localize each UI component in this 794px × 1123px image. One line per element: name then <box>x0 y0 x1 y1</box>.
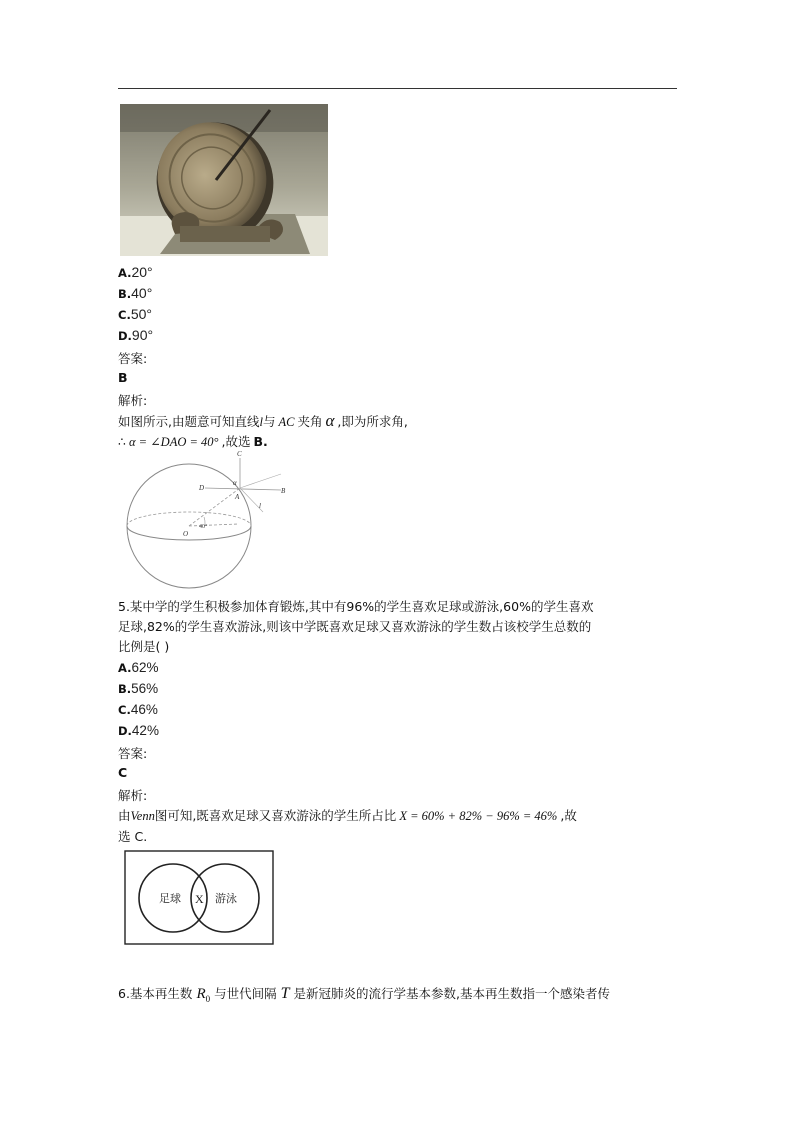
option-c <box>118 306 152 322</box>
text: 夹角 <box>297 414 323 429</box>
math-var: R <box>196 986 206 1002</box>
question-line: 比例是( ) <box>118 639 170 654</box>
option-d <box>118 327 153 343</box>
option-value: 46% <box>130 702 158 717</box>
text: 与 <box>262 414 276 429</box>
answer-value: B <box>118 370 128 385</box>
q5-option-a <box>118 660 159 675</box>
q5-option-c <box>118 702 158 717</box>
q5-answer-label: 答案: <box>118 746 148 761</box>
text: ,即为所求角, <box>337 414 408 429</box>
q5-answer-value: C <box>118 765 128 780</box>
math-subscript: 0 <box>205 993 211 1004</box>
label-l: l <box>259 502 261 510</box>
option-value: 50° <box>130 306 152 322</box>
text: 与世代间隔 <box>214 986 277 1001</box>
math-var: AC <box>278 415 295 429</box>
option-value: 20° <box>131 264 153 280</box>
text: ,故 <box>560 808 577 823</box>
venn-right-label: 游泳 <box>215 892 237 905</box>
option-b <box>118 285 152 301</box>
label-o: O <box>183 530 189 538</box>
option-value: 56% <box>131 681 159 696</box>
text: 6.基本再生数 <box>118 986 193 1001</box>
explanation-label: 解析: <box>118 393 148 408</box>
option-key: C. <box>118 308 131 322</box>
math-var: Venn <box>130 809 155 823</box>
text: ,故选 <box>221 434 251 449</box>
venn-center-label: X <box>195 892 204 906</box>
text: 如图所示,由题意可知直线 <box>118 414 260 429</box>
option-a <box>118 264 153 280</box>
option-key: D. <box>118 329 132 343</box>
math-var: α <box>325 411 335 430</box>
text: ∴ <box>118 434 126 449</box>
label-d: D <box>199 484 205 492</box>
header-rule <box>118 88 677 89</box>
q5-option-d <box>118 723 159 738</box>
q5-explanation-label: 解析: <box>118 788 148 803</box>
math-formula: α = ∠DAO = 40° <box>128 435 219 449</box>
venn-left-label: 足球 <box>159 892 181 905</box>
label-b: B <box>281 487 286 495</box>
question-5-stem <box>118 597 678 657</box>
option-key: A. <box>118 661 132 675</box>
question-line: 5.某中学的学生积极参加体育锻炼,其中有96%的学生喜欢足球或游泳,60%的学生喜欢 <box>118 599 594 614</box>
answer-label: 答案: <box>118 351 148 366</box>
option-value: 62% <box>131 660 159 675</box>
text: 由 <box>118 808 131 823</box>
math-formula: X = 60% + 82% − 96% = 46% <box>399 809 558 823</box>
label-angle: 40° <box>199 524 208 530</box>
label-a: A <box>235 493 240 501</box>
option-value: 42% <box>131 723 159 738</box>
explanation-line-1 <box>118 411 408 431</box>
question-line: 足球,82%的学生喜欢游泳,则该中学既喜欢足球又喜欢游泳的学生数占该校学生总数的 <box>118 619 592 634</box>
sundial-photo <box>120 104 328 256</box>
q5-explanation-line-2: 选 C. <box>118 829 148 844</box>
option-key: B. <box>118 287 132 301</box>
q5-option-b <box>118 681 158 696</box>
math-var: l <box>259 415 263 429</box>
option-key: A. <box>118 266 132 280</box>
option-value: 90° <box>131 327 154 343</box>
sphere-diagram <box>121 444 311 596</box>
option-key: D. <box>118 724 132 738</box>
venn-diagram <box>121 847 277 947</box>
option-value: 40° <box>131 285 153 301</box>
text: 是新冠肺炎的流行学基本参数,基本再生数指一个感染者传 <box>293 986 611 1001</box>
label-c: C <box>237 450 242 458</box>
option-key: B. <box>118 682 132 696</box>
text: B. <box>253 434 268 449</box>
question-6-stem <box>118 984 610 1004</box>
text: 图可知,既喜欢足球又喜欢游泳的学生所占比 <box>154 808 397 823</box>
option-key: C. <box>118 703 131 717</box>
label-alpha: α <box>233 479 237 487</box>
math-var: T <box>280 985 290 1002</box>
q5-explanation-line-1 <box>118 806 577 824</box>
